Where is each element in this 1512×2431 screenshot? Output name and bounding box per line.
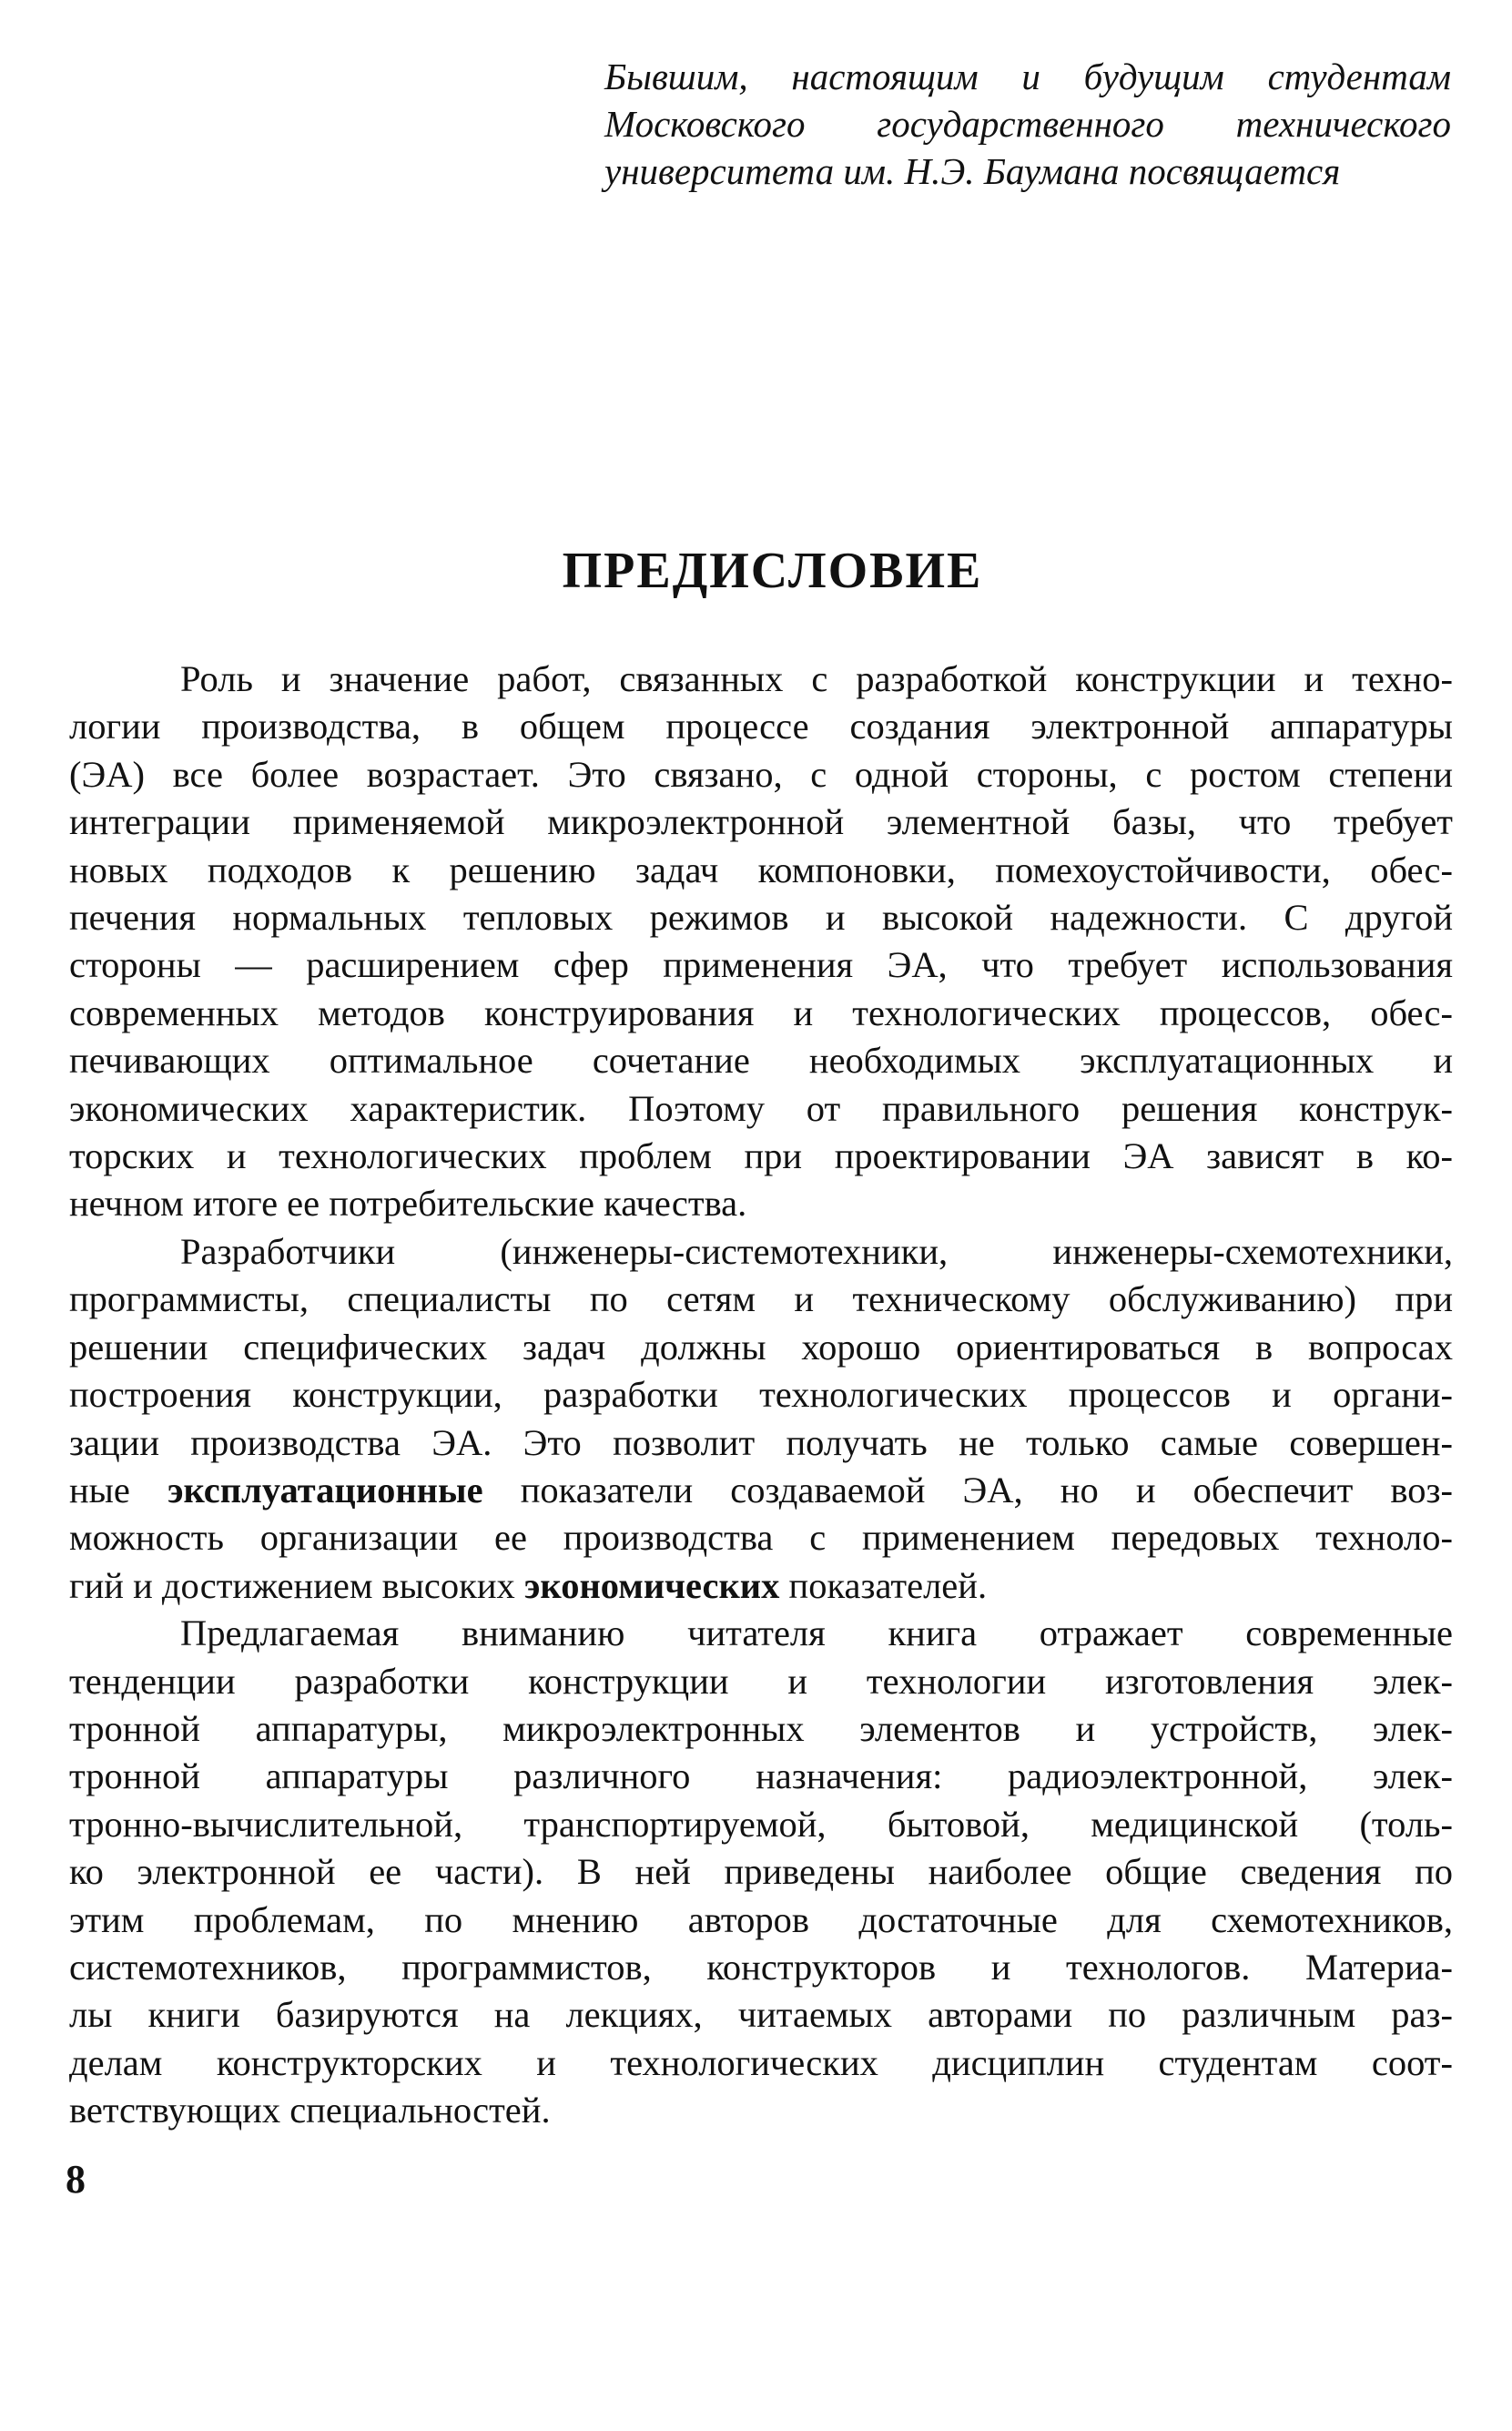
text-line: тенденции разработки конструкции и технологии изготовления элек- [69, 1660, 1453, 1702]
text-line: экономических характеристик. Поэтому от правильного решения конструк- [69, 1087, 1453, 1129]
chapter-title: ПРЕДИСЛОВИЕ [562, 543, 983, 599]
text-line: построения конструкции, разработки технологических процессов и органи- [69, 1374, 1453, 1416]
text-line: интеграции применяемой микроэлектронной элементной базы, что требует [69, 801, 1453, 843]
body-text [69, 656, 1453, 2135]
text-line: логии производства, в общем процессе создания электронной аппаратуры [69, 706, 1453, 748]
text-line: этим проблемам, по мнению авторов достаточные для схемотехников, [69, 1898, 1453, 1940]
text-line: решении специфических задач должны хорошо ориентироваться в вопросах [69, 1326, 1453, 1368]
text-line: ные эксплуатационные показатели создаваемой ЭА, но и обеспечит воз- [69, 1469, 1453, 1510]
text-line: новых подходов к решению задач компоновки, помехоустойчивости, обес- [69, 849, 1453, 890]
dedication [604, 53, 1451, 195]
text-line: делам конструкторских и технологических дисциплин студентам соот- [69, 2041, 1453, 2083]
text-line: Роль и значение работ, связанных с разработкой конструкции и техно- [180, 658, 1453, 699]
page-number: 8 [66, 2157, 86, 2202]
dedication-line: Бывшим, настоящим и будущим студентам [604, 56, 1451, 97]
text-line: можность организации ее производства с применением передовых техноло- [69, 1517, 1453, 1559]
text-line: печивающих оптимальное сочетание необходимых эксплуатационных и [69, 1040, 1453, 1082]
text-line: гий и достижением высоких экономических показателей. [69, 1564, 988, 1606]
text-line: нечном итоге ее потребительские качества. [69, 1183, 747, 1225]
paragraph [69, 656, 1453, 1228]
text-line: зации производства ЭА. Это позволит получать не только самые совершен- [69, 1421, 1453, 1463]
text-line: тронной аппаратуры, микроэлектронных элементов и устройств, элек- [69, 1707, 1453, 1749]
text-line: (ЭА) все более возрастает. Это связано, с одной стороны, с ростом степени [69, 753, 1453, 795]
text-line: лы книги базируются на лекциях, читаемых авторами по различным раз- [69, 1994, 1453, 2036]
text-line: системотехников, программистов, конструкторов и технологов. Материа- [69, 1946, 1453, 1988]
text-line: программисты, специалисты по сетям и техническому обслуживанию) при [69, 1278, 1453, 1320]
text-line: ветствующих специальностей. [69, 2090, 551, 2131]
text-line: Разработчики (инженеры-системотехники, инженеры-схемотехники, [180, 1230, 1453, 1272]
text-line: тронной аппаратуры различного назначения: радиоэлектронной, элек- [69, 1755, 1453, 1797]
paragraph [69, 1228, 1453, 1610]
emphasized-term: экономических [523, 1564, 780, 1606]
dedication-line: Московского государственного технического [604, 103, 1451, 145]
emphasized-term: эксплуатационные [167, 1469, 483, 1510]
text-line: торских и технологических проблем при проектировании ЭА зависят в ко- [69, 1135, 1453, 1177]
text-line: стороны — расширением сфер применения ЭА, что требует использования [69, 944, 1453, 986]
text-line: современных методов конструирования и технологических процессов, обес- [69, 992, 1453, 1033]
text-line: тронно-вычислительной, транспортируемой, бытовой, медицинской (толь- [69, 1803, 1453, 1845]
paragraph [69, 1610, 1453, 2134]
text-line: ко электронной ее части). В ней приведены наиболее общие сведения по [69, 1851, 1453, 1893]
text-line: Предлагаемая вниманию читателя книга отражает современные [180, 1612, 1453, 1654]
dedication-line: университета им. Н.Э. Баумана посвящается [604, 150, 1341, 192]
text-line: печения нормальных тепловых режимов и высокой надежности. С другой [69, 897, 1453, 939]
